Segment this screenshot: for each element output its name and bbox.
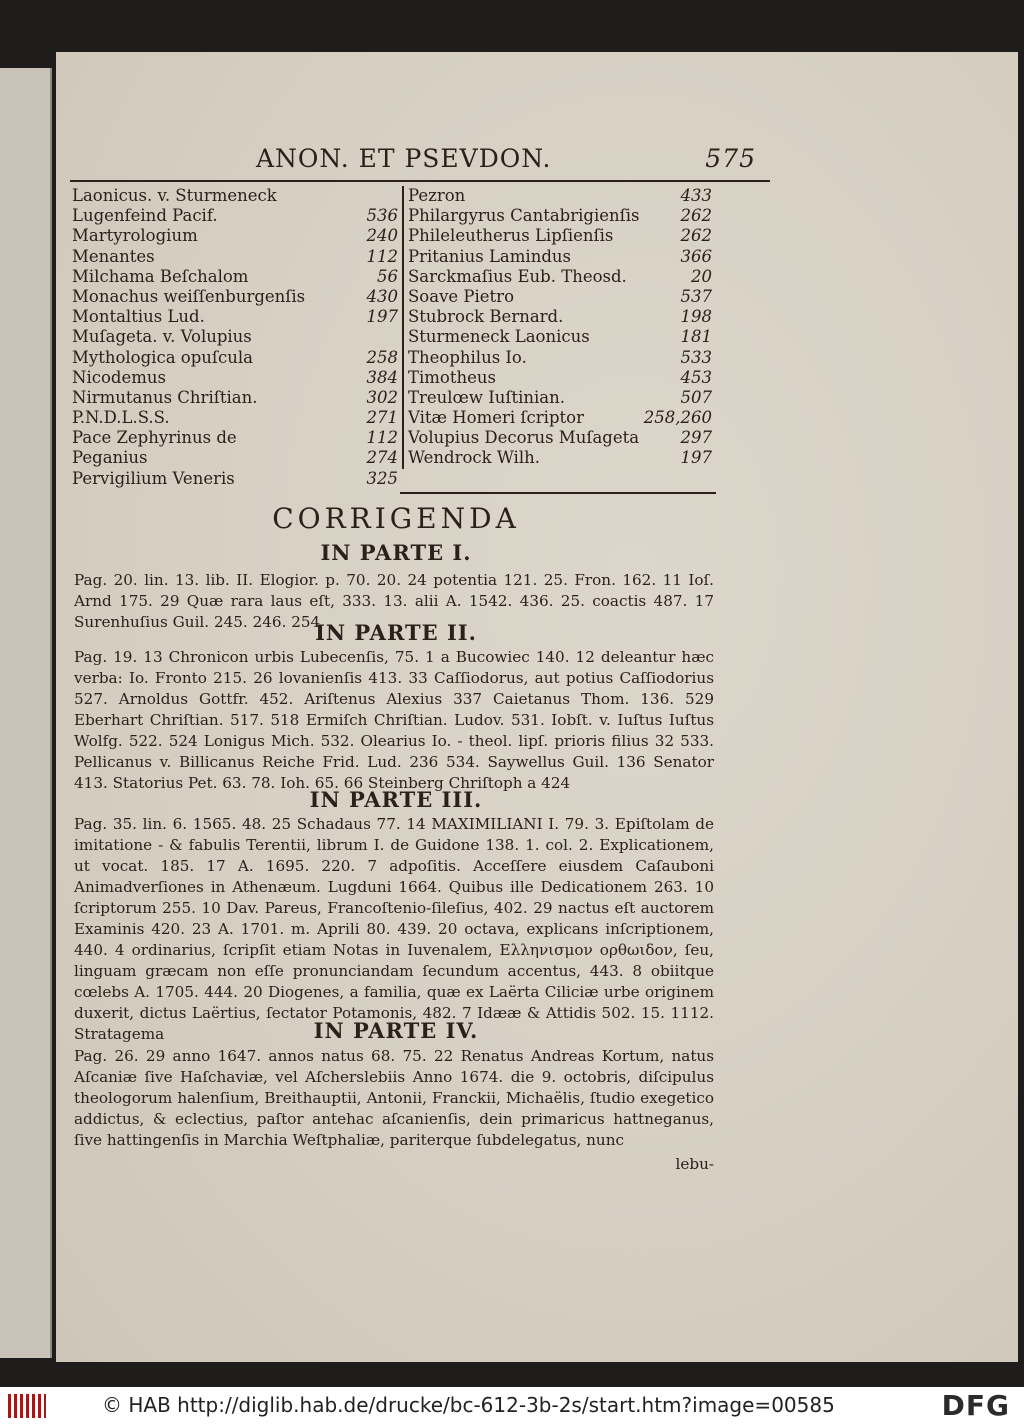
index-entry-page: 366 xyxy=(680,246,712,266)
index-entry-page: 536 xyxy=(366,206,398,226)
index-entry-page: 507 xyxy=(680,387,712,407)
viewer-footer xyxy=(0,1387,1024,1425)
index-entry xyxy=(72,267,398,287)
index-entry-name: Pace Zephyrinus de xyxy=(72,428,237,448)
index-entry-name: Pezron xyxy=(408,186,466,205)
index-entry-page: 325 xyxy=(366,468,398,488)
index-entry-name: Philargyrus Cantabrigienſis xyxy=(408,206,640,226)
index-entry-page: 430 xyxy=(366,286,398,306)
index-entry-page: 271 xyxy=(366,408,398,428)
index-entry-page: 258,260 xyxy=(643,408,712,428)
index-entry xyxy=(72,226,398,246)
index-entry-name: Mythologica opuſcula xyxy=(72,347,253,367)
index-entry xyxy=(72,368,398,388)
index-entry-name: Wendrock Wilh. xyxy=(408,448,540,468)
index-entry-page: 112 xyxy=(366,246,398,266)
part-2-text: Pag. 19. 13 Chronicon urbis Lubecenſis, 75. 1 a Bucowiec 140. 12 deleantur hæc verba: Io. Fronto 215. 26 lovanienſis 413. 33 Caſſiodorus, aut potius Caſſiodorius 527. Arnoldus Gottfr. 452. Ariſtenus Alexius 337 Caietanus Thom. 136. 529 Eberhart Chriſtian. 517. 518 Ermiſch Chriſtian. Ludov. 531. Iobſt. v. Iuſtus Iuſtus Wolfg. 522. 524 Lonigus Mich. 532. Olearius Io. - theol. lipſ. prioris filius 32 533. Pellicanus v. Billicanus Reiche Frid. Lud. 236 534. Saywellus Guil. 136 Senator 413. Statorius Pet. 63. 78. Ioh. 65. 66 Steinberg Chriſtoph a 424 xyxy=(74,648,714,792)
running-head xyxy=(256,144,756,173)
index-entry xyxy=(72,247,398,267)
index-bottom-rule xyxy=(400,492,716,494)
index-entry-page: 433 xyxy=(680,186,712,205)
index-entry-name: Menantes xyxy=(72,246,155,266)
index-entry xyxy=(408,348,712,368)
index-entry-name: Theophilus Io. xyxy=(408,347,527,367)
index-entry-page: 56 xyxy=(377,266,398,286)
part-1-heading: IN PARTE I. xyxy=(320,540,472,565)
index-entry xyxy=(408,307,712,327)
index-entry xyxy=(408,408,712,428)
index-entry xyxy=(408,368,712,388)
index-entry-name: Sturmeneck Laonicus xyxy=(408,327,590,347)
index-entry xyxy=(408,206,712,226)
index-entry-name: Montaltius Lud. xyxy=(72,307,205,327)
corrigenda-title: CORRIGENDA xyxy=(272,502,520,535)
index-column-left xyxy=(72,186,398,489)
index-entry-page: 197 xyxy=(366,307,398,327)
index-entry-name: Muſageta. v. Volupius xyxy=(72,327,252,347)
index-entry-page: 297 xyxy=(680,428,712,448)
part-2-heading: IN PARTE II. xyxy=(315,620,477,645)
part-1-text: Pag. 20. lin. 13. lib. II. Elogior. p. 70. 20. 24 potentia 121. 25. Fron. 162. 11 Ioſ. Arnd 175. 29 Quæ rara laus eſt, 333. 13. alii A. 1542. 436. 25. coactis 487. 17 Surenhuſius Guil. 245. 246. 254 xyxy=(74,571,714,631)
index-entry xyxy=(408,267,712,287)
previous-page-edge xyxy=(0,68,52,1358)
index-entry xyxy=(72,448,398,468)
header-rule xyxy=(70,180,770,182)
index-entry-name: Nirmutanus Chriſtian. xyxy=(72,387,258,407)
hab-barcode-icon xyxy=(8,1394,46,1418)
book-page xyxy=(56,52,1018,1362)
index-entry-page: 262 xyxy=(680,226,712,246)
index-entry-name: Stubrock Bernard. xyxy=(408,307,564,327)
index-entry xyxy=(408,226,712,246)
index-entry-name: Pritanius Lamindus xyxy=(408,246,571,266)
index-entry xyxy=(72,307,398,327)
index-entry-page: 453 xyxy=(680,367,712,387)
index-entry-page: 198 xyxy=(680,307,712,327)
dfg-logo: DFG xyxy=(941,1389,1010,1422)
part-3-text: Pag. 35. lin. 6. 1565. 48. 25 Schadaus 77. 14 MAXIMILIANI I. 79. 3. Epiſtolam de imitatione - & fabulis Terentii, librum I. de Guidone 138. 1. col. 2. Explicationem, ut vocat. 185. 17 A. 1695. 220. 7 adpoſitis. Acceſſere eiusdem Caſauboni Animadverſiones in Athenæum. Lugduni 1664. Quibus ille Dedicationem 263. 10 ſcriptorum 255. 10 Dav. Pareus, Francoſtenio-ſileſius, 402. 29 nactus eſt auctorem Examinis 420. 23 A. 1701. m. Aprili 80. 439. 20 octava, explicans inſcriptionem, 440. 4 ordinarius, ſcripſit etiam Notas in Iuvenalem, Ελληνισμον ορθωιδον, ſeu, linguam græcam non eſſe pronunciandam ſecundum accentus, 443. 8 obiitque cœlebs A. 1705. 444. 20 Diogenes, a familia, quæ ex Laërta Ciliciæ urbe originem duxerit, dictus Laërtius, ſectator Potamonis, 482. 7 Idææ & Attidis 502. 15. 1112. Stratagema xyxy=(74,815,714,1043)
index-entry xyxy=(72,408,398,428)
index-entry xyxy=(72,186,398,206)
part-4-heading: IN PARTE IV. xyxy=(313,1018,479,1043)
index-entry-name: Milchama Beſchalom xyxy=(72,266,249,286)
index-column-right xyxy=(402,186,712,469)
index-entry-name: Pervigilium Veneris xyxy=(72,468,235,488)
index-entry xyxy=(408,247,712,267)
index-entry xyxy=(72,348,398,368)
part-3-heading: IN PARTE III. xyxy=(309,787,483,812)
running-head-title: ANON. ET PSEVDON. xyxy=(256,144,552,173)
index-entry-page: 274 xyxy=(366,448,398,468)
index-entry-page: 20 xyxy=(691,266,712,286)
index-entry-name: Treulœw Iuſtinian. xyxy=(408,387,566,407)
index-entry xyxy=(408,388,712,408)
index-entry-page: 197 xyxy=(680,448,712,468)
copyright-link[interactable]: © HAB http://diglib.hab.de/drucke/bc-612-3b-2s/start.htm?image=00585 xyxy=(102,1393,835,1417)
index-entry-page: 181 xyxy=(680,327,712,347)
part-4-text: Pag. 26. 29 anno 1647. annos natus 68. 75. 22 Renatus Andreas Kortum, natus Aſcaniæ ſive Haſchaviæ, vel Aſcherslebiis Anno 1674. die 9. octobris, diſcipulus theologorum halenſium, Breithauptii, Antonii, Franckii, Michaëlis, ſtudio exegetico addictus, & eclectius, paſtor antehac aſcanienſis, dein primaricus hattneganus, ſive hattingenſis in Marchia Weſtphaliæ, pariterque ſubdelegatus, nunc xyxy=(74,1047,714,1149)
index-entry-page: 533 xyxy=(680,347,712,367)
index-entry xyxy=(408,287,712,307)
index-entry xyxy=(408,327,712,347)
index-entry-name: Martyrologium xyxy=(72,226,198,246)
index-entry-name: Phileleutherus Lipſienſis xyxy=(408,226,614,246)
index-entry xyxy=(72,327,398,347)
index-entry-page: 240 xyxy=(366,226,398,246)
index-entry xyxy=(72,206,398,226)
index-entry-name: Timotheus xyxy=(408,367,496,387)
index-entry-name: P.N.D.L.S.S. xyxy=(72,408,170,428)
index-entry-name: Soave Pietro xyxy=(408,286,515,306)
index-entry xyxy=(72,428,398,448)
index-entry-page: 262 xyxy=(680,206,712,226)
page-number: 575 xyxy=(705,144,756,173)
index-entry-name: Monachus weiſſenburgenſis xyxy=(72,286,306,306)
index-entry xyxy=(72,388,398,408)
index-entry xyxy=(72,287,398,307)
index-entry-name: Lugenfeind Pacif. xyxy=(72,206,218,226)
index-entry-page: 384 xyxy=(366,367,398,387)
catchword: lebu- xyxy=(675,1155,714,1173)
index-entry-page: 537 xyxy=(680,286,712,306)
index-entry xyxy=(408,448,712,468)
index-entry-name: Nicodemus xyxy=(72,367,166,387)
index-entry xyxy=(408,428,712,448)
index-entry-name: Laonicus. v. Sturmeneck xyxy=(72,186,277,205)
index-entry-page: 302 xyxy=(366,387,398,407)
index-entry xyxy=(408,186,712,206)
index-entry-page: 258 xyxy=(366,347,398,367)
index-entry-page: 112 xyxy=(366,428,398,448)
index-entry-name: Volupius Decorus Muſageta xyxy=(408,428,640,448)
index-entry-name: Sarckmaſius Eub. Theosd. xyxy=(408,266,627,286)
index-entry-name: Peganius xyxy=(72,448,148,468)
index-entry-name: Vitæ Homeri ſcriptor xyxy=(408,408,584,428)
index-entry xyxy=(72,469,398,489)
